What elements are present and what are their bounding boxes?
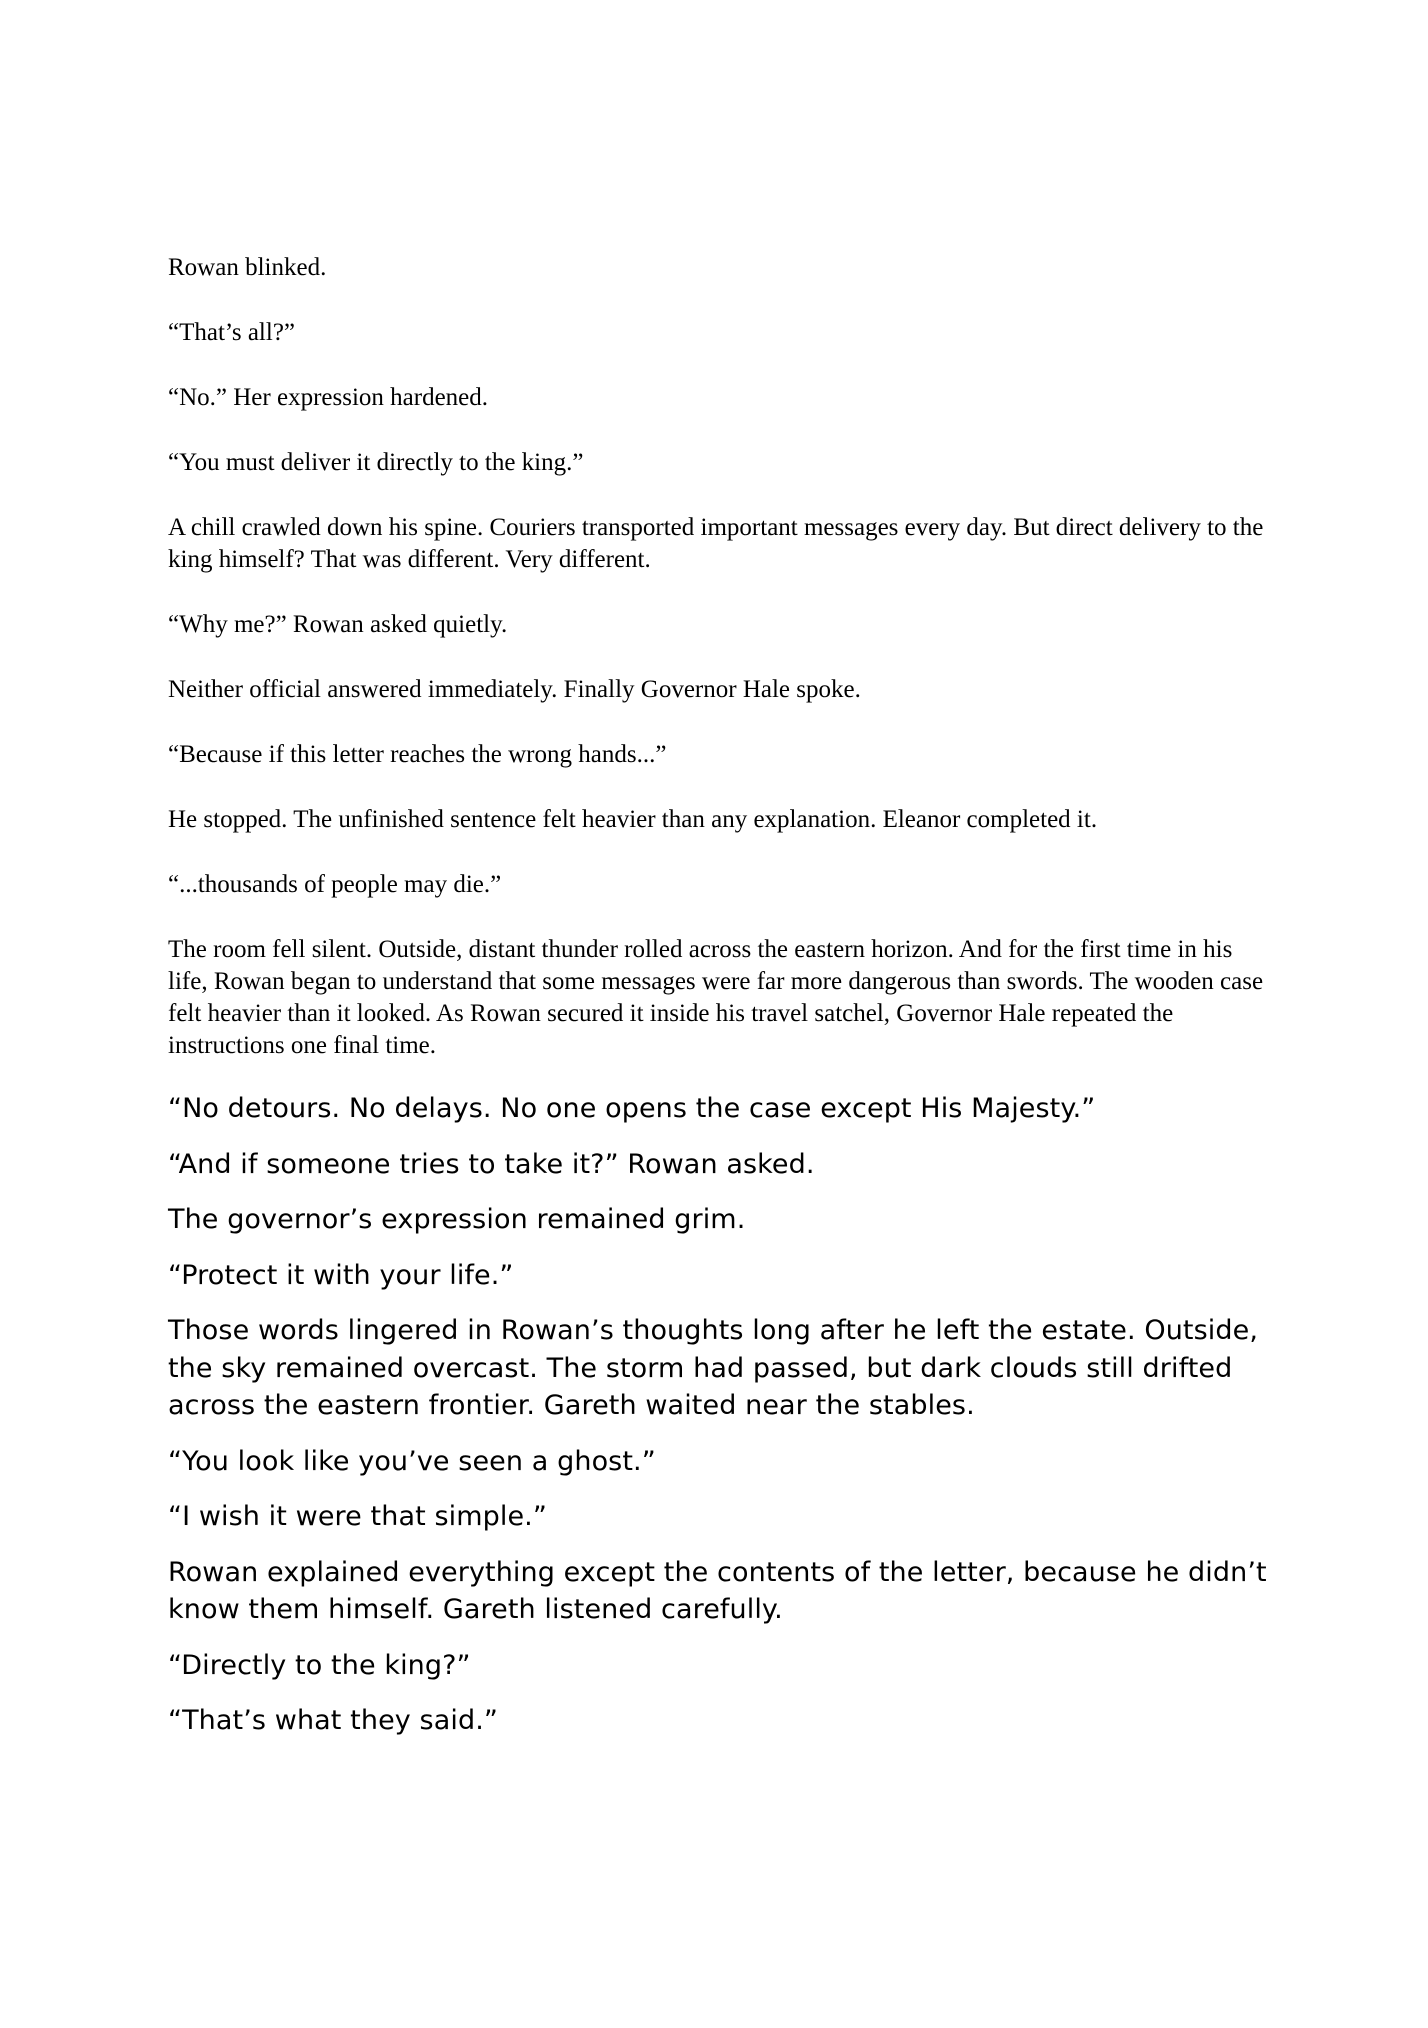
paragraph: “I wish it were that simple.”	[168, 1501, 547, 1532]
paragraph: Those words lingered in Rowan’s thoughts long after he left the estate. Outside, the sky remained overcast. The storm had passed, but dark clouds still drifted across the eastern frontier. Gareth waited near the stables.	[168, 1315, 1259, 1421]
sans-text-section	[168, 1090, 1278, 1740]
paragraph: “And if someone tries to take it?” Rowan asked.	[168, 1148, 815, 1180]
paragraph: “You must deliver it directly to the king.”	[168, 449, 584, 476]
paragraph: “...thousands of people may die.”	[168, 871, 502, 898]
paragraph: The room fell silent. Outside, distant thunder rolled across the eastern horizon. And for the first time in his life, Rowan began to understand that some messages were far more dangerous than swords. The wooden case felt heavier than it looked. As Rowan secured it inside his travel satchel, Governor Hale repeated the instructions one final time.	[168, 936, 1264, 1059]
paragraph: “Protect it with your life.”	[168, 1259, 514, 1291]
paragraph: The governor’s expression remained grim.	[168, 1204, 746, 1235]
paragraph: “That’s all?”	[168, 319, 296, 346]
paragraph: Rowan explained everything except the contents of the letter, because he didn’t know them himself. Gareth listened carefully.	[168, 1556, 1267, 1625]
paragraph: “You look like you’ve seen a ghost.”	[168, 1445, 656, 1477]
serif-text-section	[168, 252, 1278, 1062]
paragraph: A chill crawled down his spine. Couriers transported important messages every day. But direct delivery to the king himself? That was different. Very different.	[168, 514, 1264, 573]
paragraph: Rowan blinked.	[168, 254, 327, 281]
paragraph: “Why me?” Rowan asked quietly.	[168, 611, 508, 638]
document-page	[168, 252, 1278, 1758]
paragraph: “No.” Her expression hardened.	[168, 384, 489, 411]
paragraph: “Because if this letter reaches the wrong hands...”	[168, 741, 667, 768]
paragraph: “Directly to the king?”	[168, 1649, 471, 1681]
paragraph: “No detours. No delays. No one opens the case except His Majesty.”	[168, 1093, 1096, 1124]
paragraph: “That’s what they said.”	[168, 1705, 498, 1736]
paragraph: He stopped. The unfinished sentence felt heavier than any explanation. Eleanor completed it.	[168, 806, 1098, 833]
paragraph: Neither official answered immediately. Finally Governor Hale spoke.	[168, 676, 861, 703]
